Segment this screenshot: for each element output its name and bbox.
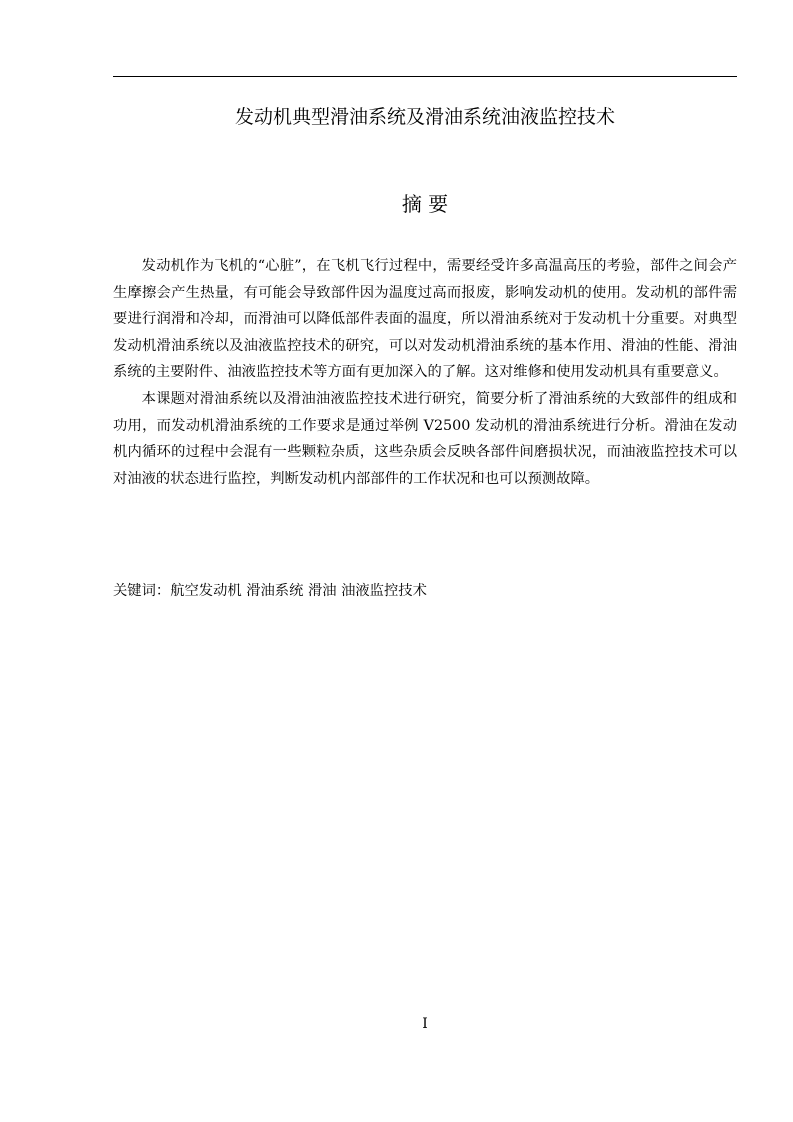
page-number: I [422, 1016, 428, 1032]
document-title: 发动机典型滑油系统及滑油系统油液监控技术 [234, 106, 615, 128]
abstract-paragraph-2: 本课题对滑油系统以及滑油油液监控技术进行研究，简要分析了滑油系统的大致部件的组成和功用，而发动机滑油系统的工作要求是通过举例 V2500 发动机的滑油系统进行分析。滑油在发动机内循环的过程中会混有一些颗粒杂质，这些杂质会反映各部件间磨损状况，而油液监控技术可以对油液的状态进行监控，判断发动机内部部件的工作状况和也可以预测故障。 [113, 390, 737, 487]
abstract-heading: 摘 要 [401, 192, 449, 216]
keywords-list: 航空发动机 滑油系统 滑油 油液监控技术 [170, 583, 427, 599]
abstract-body [113, 253, 737, 492]
keywords-label: 关键词： [113, 583, 171, 599]
keywords-line [113, 578, 737, 604]
header-rule [113, 76, 737, 77]
abstract-paragraph-1: 发动机作为飞机的“心脏”，在飞机飞行过程中，需要经受许多高温高压的考验，部件之间会产生摩擦会产生热量，有可能会导致部件因为温度过高而报废，影响发动机的使用。发动机的部件需要进行润滑和冷却，而滑油可以降低部件表面的温度，所以滑油系统对于发动机十分重要。对典型发动机滑油系统以及油液监控技术的研究，可以对发动机滑油系统的基本作用、滑油的性能、滑油系统的主要附件、油液监控技术等方面有更加深入的了解。这对维修和使用发动机具有重要意义。 [113, 258, 737, 381]
